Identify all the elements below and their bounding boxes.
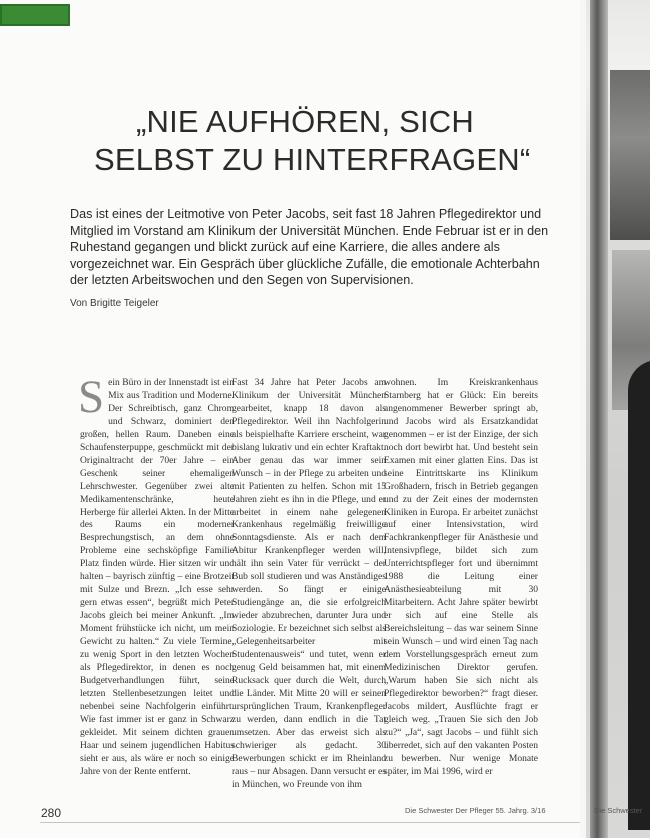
body-column-2: Fast 34 Jahre hat Peter Jacobs am Klinikum der Universität München gearbeitet, knapp 18 davon als Pflegedirektor. Weil ihn Nachfolgerin als beispielhafte Karriere erscheint, war bislang lukrativ und ein echter Kraftakt. Aber genau das war immer sein Wunsch – in der Pflege zu arbeiten und mit Patienten zu helfen. Schon mit 15 Jahren zieht es ihn in die Pflege, und er arbeitet in einem nahe gelegenen Krankenhaus regelmäßig freiwillige Sonntagsdienste. Als er nach dem Abitur Krankenpfleger werden will, hält ihn sein Vater für verrückt – der Bub soll studieren und was Anständiges werden. So fängt er einige Studiengänge an, die sie erfolgreich wieder abzubrechen, darunter Jura und Soziologie. Er bezeichnet sich selbst als „Gelegenheitsarbeiter mit Studentenausweis“ und tutet, wenn er genug Geld beisammen hat, mit einem Rucksack quer durch die Welt, durch die Länder. Mit Mitte 20 will er seinen ursprünglichen Traum, Krankenpfleger zu werden, dann endlich in die Tat umsetzen. Aber das erweist sich als schwieriger als gedacht. 30 Bewerbungen schickt er im Rheinland raus – nur Absagen. Dann versucht er es in München, wo Freunde von ihm [232,377,386,790]
page-spine [580,0,586,838]
section-tab [0,4,70,26]
body-column-1-text: ein Büro in der Innenstadt ist ein Mix aus Tradition und Moderne. Der Schreibtisch, ganz Chrom und Schwarz, dominiert den großen, hellen Raum. Daneben eine Schaufensterpuppe, geschmückt mit der Originaltracht der 70er Jahre – ein Geschenk seiner ehemaligen Lehrschwester. Gegenüber zwei alte Medikamentenschränke, heute Herberge für allerlei Akten. In der Mitte des Raums ein moderner Besprechungstisch, an dem ohne Probleme eine sechsköpfige Familie Platz finden würde. Hier sitzen wir und halten – bayrisch zünftig – eine Brotzeit mit Sulze und Brezn. „Ich esse sehr gern etwas essen“, begrüßt mich Peter Jacobs gleich bei meiner Ankunft. „Im Moment frühstücke ich nicht, um mein Gewicht zu halten.“ Zu viele Termine, zu wenig Sport in den letzten Wochen als Pflegedirektor, in denen es noch Budgetverhandlungen führt, seine letzten Stellenbesetzungen leitet und nebenbei seine Nachfolgerin einführt. Wie fast immer ist er ganz in Schwarz gekleidet. Mit seinem dichten grauen Haar und seinem jugendlichen Habitus sieht er aus, als wäre er noch so einige Jahre von der Rente entfernt. [80,377,234,777]
footer-rule [40,822,580,823]
photo-window [610,70,650,240]
article-title [60,103,580,179]
photo-person-silhouette [628,360,650,830]
body-column-3: wohnen. Im Kreiskrankenhaus Starnberg hat er Glück: Ein bereits angenommener Bewerber springt ab, und Jacobs wird als Ersatzkandidat genommen – er ist der Einzige, der sich noch dort bewirbt hat. Und besteht sein Examen mit einer glatten Eins. Das ist seine Eintrittskarte ins Klinikum Großhadern, frisch in Betrieb gegangen und zu der Zeit eines der modernsten Kliniken in Europa. Er arbeitet zunächst auf einer Intensivstation, wird Fachkrankenpfleger für Anästhesie und Intensivpflege, bildet sich zum Unterrichtspfleger fort und übernimmt 1988 die Leitung einer Anästhesieabteilung mit 30 Mitarbeitern. Acht Jahre später bewirbt er sich auf eine Stelle als Bereichsleitung – das war seinem Sinne sein Wunsch – und wird einen Tag nach dem Vorstellungsgespräch erneut zum Medizinischen Direktor gerufen. „Warum haben Sie sich nicht als Pflegedirektor beworben?“ fragt dieser. Jacobs mildert, Ausflüchte fragt er gleich weg. „Trauen Sie sich den Job zu?“ „Ja“, sagt Jacobs – und fühlt sich überredet, sich auf den vakanten Posten zu bewerben. Nur wenige Monate später, im Mai 1996, wird er [384,377,538,777]
drop-cap: S [78,371,105,423]
page-number: 280 [41,806,62,820]
journal-footer: Die Schwester Der Pfleger 55. Jahrg. 3/16 [405,806,546,815]
body-column-1 [78,371,234,779]
article-intro: Das ist eines der Leitmotive von Peter Jacobs, seit fast 18 Jahren Pflegedirektor und Mitglied im Vorstand am Klinikum der Universität München. Ende Februar ist er in den Ruhestand gegangen und blickt zurück auf eine Karriere, die alles andere als vorgezeichnet war. Ein Gespräch über glückliche Zufälle, die emotionale Achterbahn der letzten Arbeitswochen und den Segen von Supervisionen. [70,207,549,288]
journal-footer-right: Die Schwester [594,806,643,815]
photo-frame-band [590,0,608,838]
facing-page-photo [580,0,650,838]
title-line-2: SELBST ZU HINTERFRAGEN“ [94,142,531,177]
title-line-1: „NIE AUFHÖREN, SICH [136,104,474,139]
article-byline: Von Brigitte Teigeler [70,298,159,309]
